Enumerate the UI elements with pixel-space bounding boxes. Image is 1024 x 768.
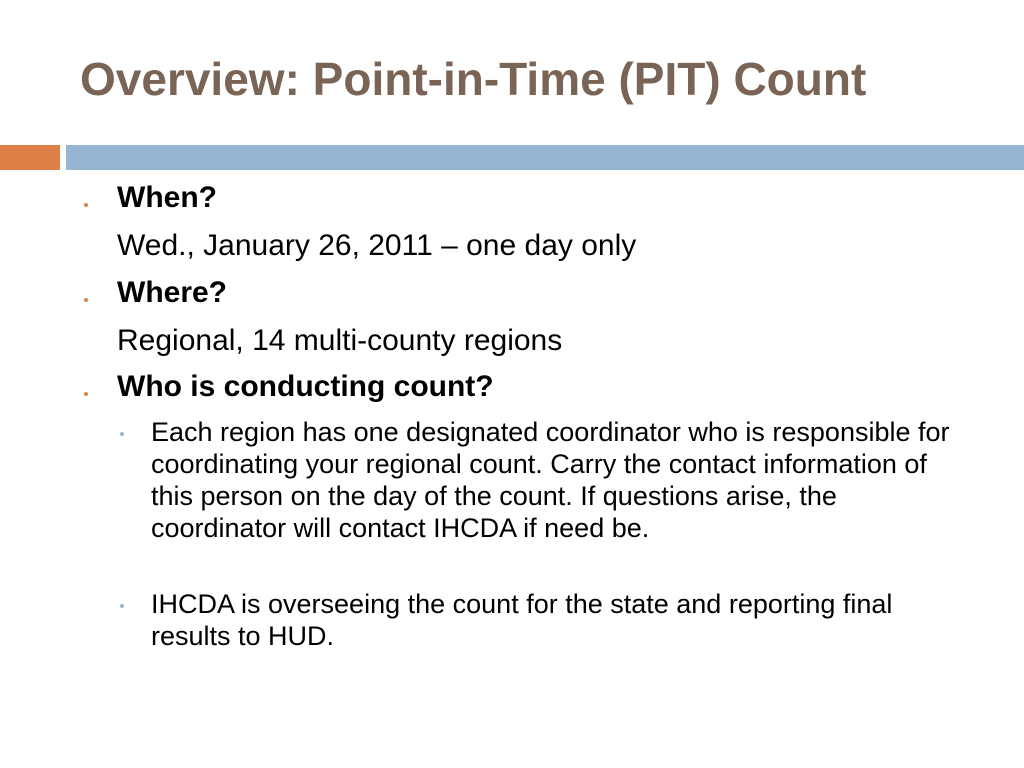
bullet-icon	[84, 392, 88, 396]
sub-bullet-icon	[120, 432, 124, 436]
bullet-heading-when: When?	[117, 181, 217, 214]
bullet-detail-when: Wed., January 26, 2011 – one day only	[117, 229, 637, 262]
sub-bullet-ihcda: IHCDA is overseeing the count for the state and reporting final results to HUD.	[151, 589, 893, 651]
bullet-icon	[84, 298, 88, 302]
bullet-icon	[84, 203, 88, 207]
sub-bullet-icon	[120, 604, 124, 608]
bullet-heading-where: Where?	[117, 276, 228, 309]
bullet-detail-where: Regional, 14 multi-county regions	[117, 324, 563, 357]
bullet-heading-who: Who is conducting count?	[117, 370, 494, 403]
sub-bullet-coordinator: Each region has one designated coordinator who is responsible for coordinating your regional count. Carry the contact information of this person on the day of the count. If questions arise, the coordinator will contact IHCDA if need be.	[151, 417, 950, 543]
accent-bar-blue	[66, 145, 1024, 170]
accent-bar-orange	[0, 145, 60, 170]
slide-title: Overview: Point-in-Time (PIT) Count	[80, 53, 867, 105]
